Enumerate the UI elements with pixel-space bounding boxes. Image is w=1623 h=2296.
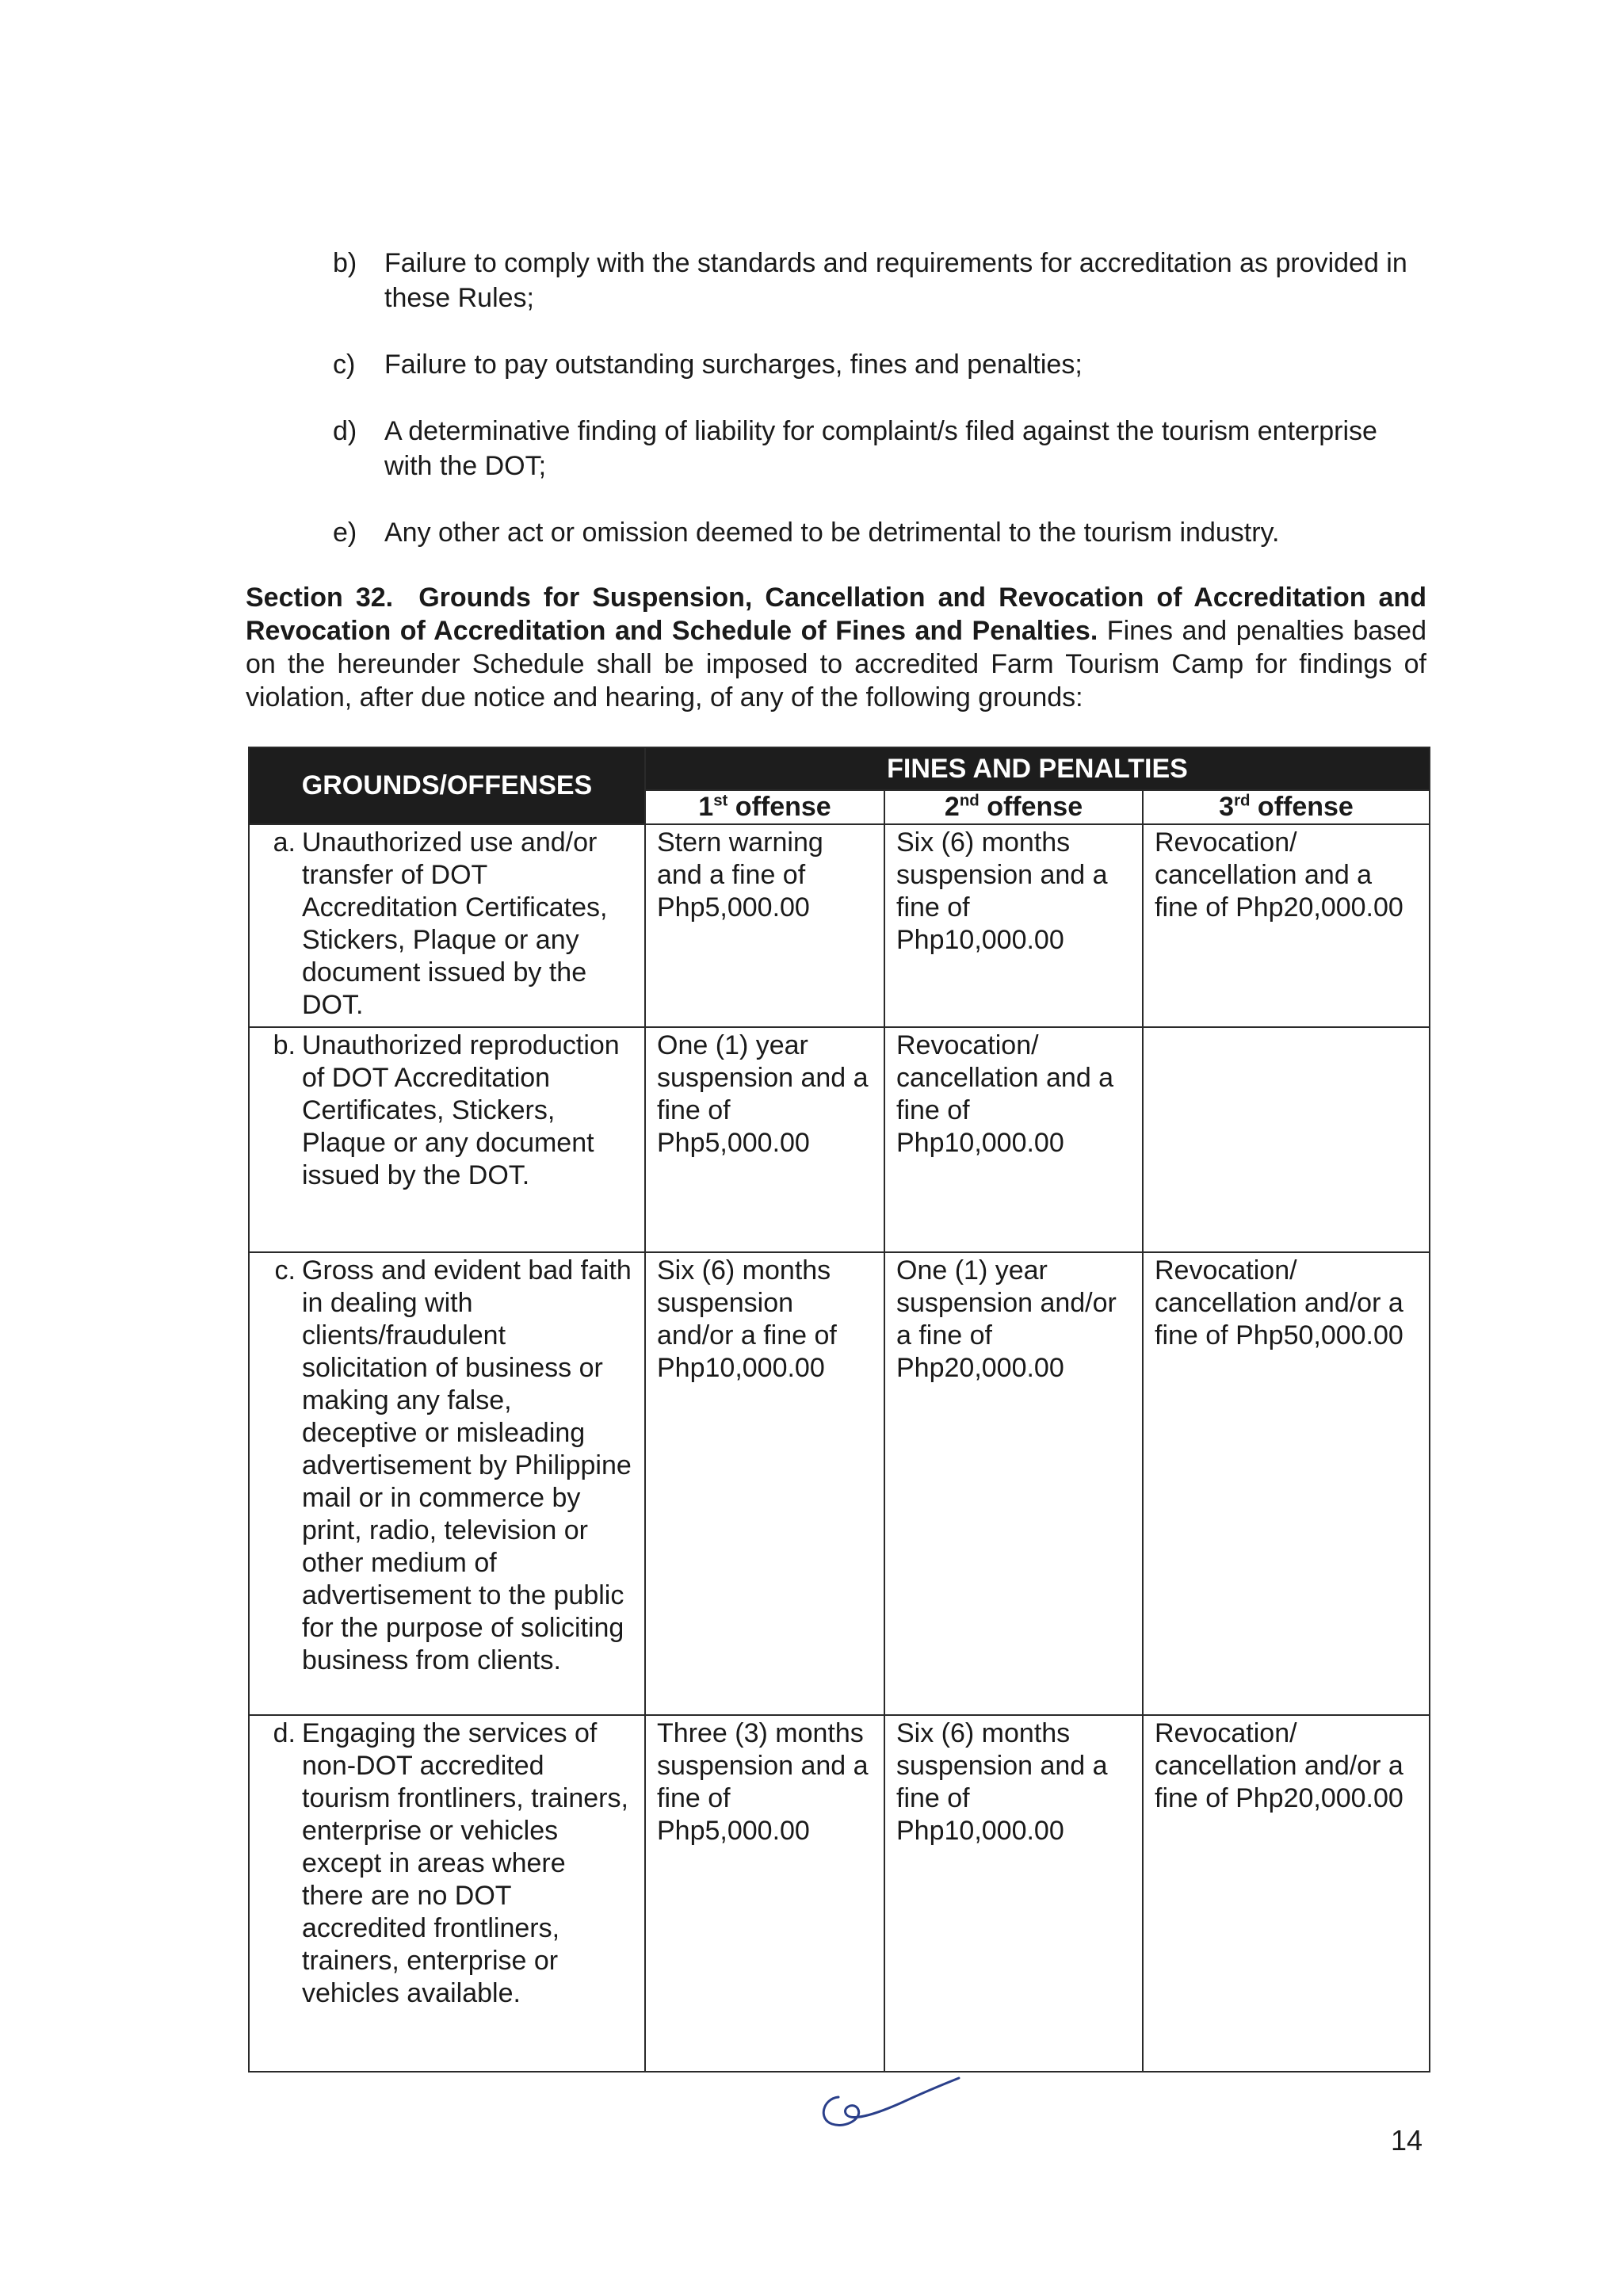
third-offense-cell: Revocation/ cancellation and/or a fine of Php20,000.00 [1143, 1715, 1430, 2072]
table-row [249, 824, 1430, 1027]
header-first-offense: 1st offense [645, 790, 884, 824]
second-offense-cell: Revocation/ cancellation and a fine of Php10,000.00 [884, 1027, 1143, 1252]
first-offense-cell: Three (3) months suspension and a fine of Php5,000.00 [645, 1715, 884, 2072]
table-row [249, 1027, 1430, 1252]
list-item-text: A determinative finding of liability for complaint/s filed against the tourism enterprise with the DOT; [384, 416, 1377, 481]
list-marker: e) [333, 518, 357, 548]
second-offense-cell: Six (6) months suspension and a fine of Php10,000.00 [884, 824, 1143, 1027]
grounds-list [333, 246, 1426, 582]
list-item [333, 347, 1426, 382]
second-offense-cell: Six (6) months suspension and a fine of Php10,000.00 [884, 1715, 1143, 2072]
ground-cell: c. Gross and evident bad faith in dealing with clients/fraudulent solicitation of business or making any false, deceptive or misleading advertisement by Philippine mail or in commerce by print, radio, television or other medium of advertisement to the public for the purpose of soliciting business from clients. [249, 1252, 645, 1715]
third-offense-cell [1143, 1027, 1430, 1252]
table-row [249, 1715, 1430, 2072]
third-offense-cell: Revocation/ cancellation and/or a fine of Php50,000.00 [1143, 1252, 1430, 1715]
first-offense-cell: Stern warning and a fine of Php5,000.00 [645, 824, 884, 1027]
first-offense-cell: One (1) year suspension and a fine of Php5,000.00 [645, 1027, 884, 1252]
fines-penalties-table [248, 747, 1430, 2073]
first-offense-cell: Six (6) months suspension and/or a fine of Php10,000.00 [645, 1252, 884, 1715]
list-marker: b) [333, 248, 357, 278]
ground-cell: b. Unauthorized reproduction of DOT Accreditation Certificates, Stickers, Plaque or any document issued by the DOT. [249, 1027, 645, 1252]
list-item-text: Failure to pay outstanding surcharges, fines and penalties; [384, 350, 1083, 380]
initials-signature [808, 2075, 967, 2138]
list-item [333, 515, 1426, 550]
section-body: Fines and penalties based on the hereunder Schedule shall be imposed to accredited Farm Tourism Camp for findings of violation, after due notice and hearing, of any of the following grounds: [246, 616, 1426, 712]
second-offense-cell: One (1) year suspension and/or a fine of Php20,000.00 [884, 1252, 1143, 1715]
header-third-offense: 3rd offense [1143, 790, 1430, 824]
list-marker: d) [333, 416, 357, 446]
header-grounds-offenses: GROUNDS/OFFENSES [249, 747, 645, 824]
list-item [333, 246, 1426, 315]
list-item-text: Failure to comply with the standards and requirements for accreditation as provided in these Rules; [384, 248, 1407, 313]
list-item-text: Any other act or omission deemed to be detrimental to the tourism industry. [384, 518, 1280, 548]
third-offense-cell: Revocation/ cancellation and a fine of Php20,000.00 [1143, 824, 1430, 1027]
section-32-paragraph [246, 581, 1426, 714]
table-row [249, 1252, 1430, 1715]
section-label: Section 32. [246, 583, 394, 613]
list-item [333, 414, 1426, 483]
header-fines-penalties: FINES AND PENALTIES [645, 747, 1430, 790]
ground-cell: d. Engaging the services of non-DOT accredited tourism frontliners, trainers, enterprise or vehicles except in areas where there are no DOT accredited frontliners, trainers, enterprise or vehicles available. [249, 1715, 645, 2072]
header-second-offense: 2nd offense [884, 790, 1143, 824]
ground-cell: a. Unauthorized use and/or transfer of DOT Accreditation Certificates, Stickers, Plaque or any document issued by the DOT. [249, 824, 645, 1027]
list-marker: c) [333, 350, 356, 380]
page-number: 14 [1391, 2124, 1423, 2157]
section-title: Grounds for Suspension, Cancellation and Revocation of Accreditation and Revocation of Accreditation and Schedule of Fines and Penalties. [246, 583, 1426, 646]
